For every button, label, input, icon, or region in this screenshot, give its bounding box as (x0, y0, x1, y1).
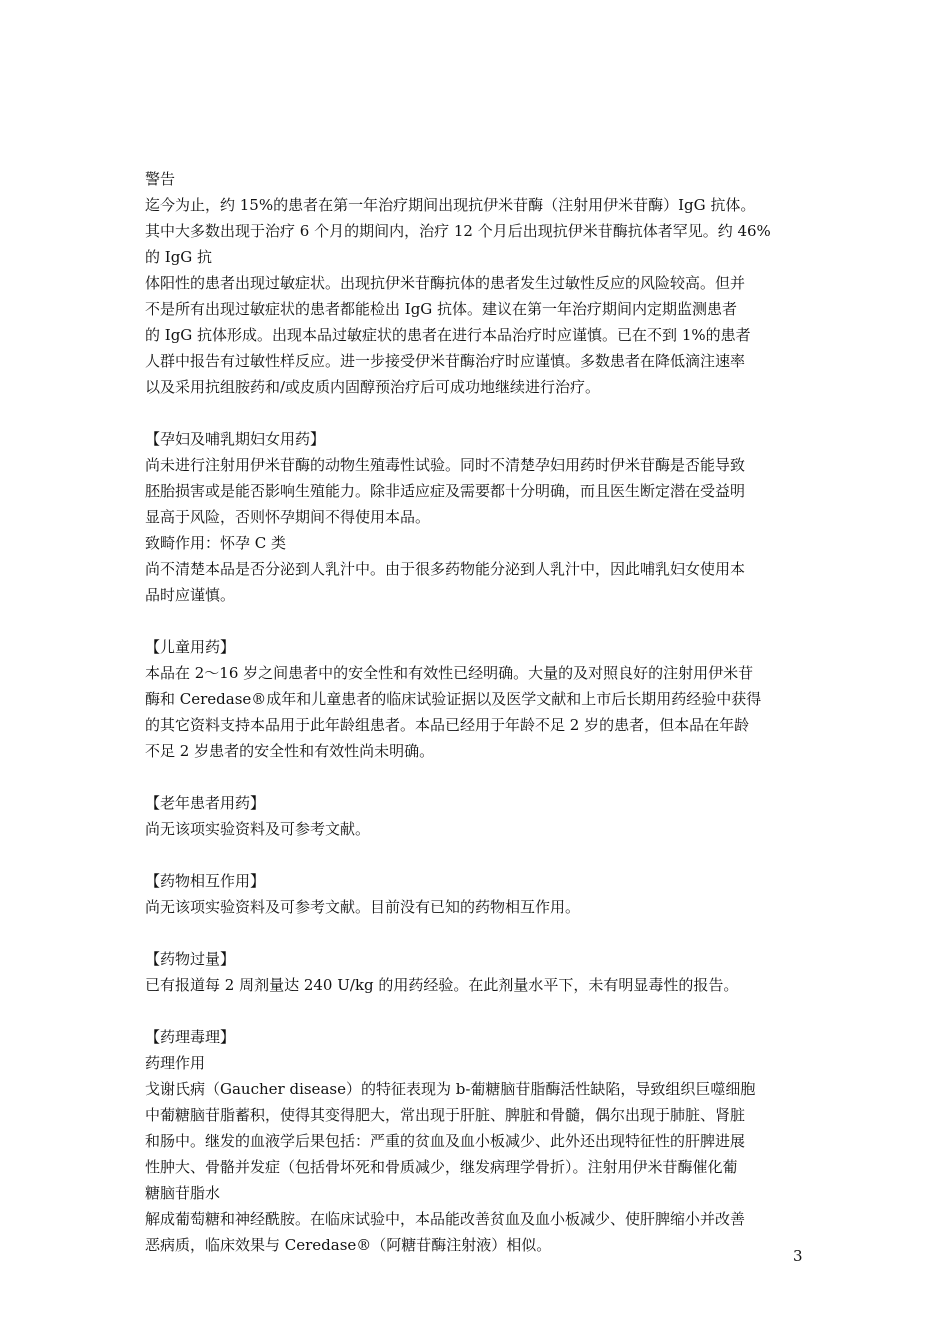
paragraph-spacer (145, 842, 810, 868)
text-line: 品时应谨慎。 (145, 586, 236, 604)
paragraph-spacer (145, 998, 810, 1024)
text-line: 本品在 2～16 岁之间患者中的安全性和有效性已经明确。大量的及对照良好的注射用伊米苷 (145, 664, 754, 682)
text-line: 戈谢氏病（Gaucher disease）的特征表现为 b-葡糖脑苷脂酶活性缺陷，导致组织巨噬细胞 (145, 1080, 756, 1098)
text-line: 尚无该项实验资料及可参考文献。目前没有已知的药物相互作用。 (145, 898, 581, 916)
text-line: 和肠中。继发的血液学后果包括：严重的贫血及血小板减少、此外还出现特征性的肝脾进展 (145, 1132, 746, 1150)
section-heading: 【老年患者用药】 (145, 794, 266, 812)
section-heading: 【孕妇及哺乳期妇女用药】 (145, 430, 326, 448)
text-line: 显高于风险，否则怀孕期间不得使用本品。 (145, 508, 431, 526)
text-line: 胚胎损害或是能否影响生殖能力。除非适应症及需要都十分明确，而且医生断定潜在受益明 (145, 482, 746, 500)
text-line: 的 IgG 抗 (145, 248, 213, 266)
section-heading: 【药物过量】 (145, 950, 236, 968)
paragraph-spacer (145, 764, 810, 790)
text-line: 警告 (145, 170, 176, 188)
text-line: 尚未进行注射用伊米苷酶的动物生殖毒性试验。同时不清楚孕妇用药时伊米苷酶是否能导致 (145, 456, 746, 474)
text-line: 解成葡萄糖和神经酰胺。在临床试验中，本品能改善贫血及血小板减少、使肝脾缩小并改善 (145, 1210, 746, 1228)
text-line: 已有报道每 2 周剂量达 240 U/kg 的用药经验。在此剂量水平下，未有明显毒性的报告。 (145, 976, 739, 994)
text-line: 不足 2 岁患者的安全性和有效性尚未明确。 (145, 742, 435, 760)
text-line: 的 IgG 抗体形成。出现本品过敏症状的患者在进行本品治疗时应谨慎。已在不到 1%的患者 (145, 326, 751, 344)
text-line: 致畸作用：怀孕 C 类 (145, 534, 287, 552)
text-line: 酶和 Ceredase®成年和儿童患者的临床试验证据以及医学文献和上市后长期用药经验中获得 (145, 690, 762, 708)
text-line: 的其它资料支持本品用于此年龄组患者。本品已经用于年龄不足 2 岁的患者，但本品在年龄 (145, 716, 750, 734)
paragraph-spacer (145, 920, 810, 946)
text-line: 迄今为止，约 15%的患者在第一年治疗期间出现抗伊米苷酶（注射用伊米苷酶）IgG 抗体。 (145, 196, 756, 214)
text-line: 糖脑苷脂水 (145, 1184, 221, 1202)
document-body (145, 166, 810, 1258)
text-line: 体阳性的患者出现过敏症状。出现抗伊米苷酶抗体的患者发生过敏性反应的风险较高。但并 (145, 274, 746, 292)
text-line: 不是所有出现过敏症状的患者都能检出 IgG 抗体。建议在第一年治疗期间内定期监测患者 (145, 300, 738, 318)
text-line: 以及采用抗组胺药和/或皮质内固醇预治疗后可成功地继续进行治疗。 (145, 378, 601, 396)
paragraph-spacer (145, 400, 810, 426)
section-heading: 【儿童用药】 (145, 638, 236, 656)
text-line: 中葡糖脑苷脂蓄积，使得其变得肥大，常出现于肝脏、脾脏和骨髓，偶尔出现于肺脏、肾脏 (145, 1106, 746, 1124)
section-heading: 【药理毒理】 (145, 1028, 236, 1046)
text-line: 人群中报告有过敏性样反应。进一步接受伊米苷酶治疗时应谨慎。多数患者在降低滴注速率 (145, 352, 746, 370)
text-line: 其中大多数出现于治疗 6 个月的期间内，治疗 12 个月后出现抗伊米苷酶抗体者罕见。约 46% (145, 222, 771, 240)
paragraph-spacer (145, 608, 810, 634)
section-heading: 【药物相互作用】 (145, 872, 266, 890)
text-line: 药理作用 (145, 1054, 206, 1072)
text-line: 尚不清楚本品是否分泌到人乳汁中。由于很多药物能分泌到人乳汁中，因此哺乳妇女使用本 (145, 560, 746, 578)
text-line: 尚无该项实验资料及可参考文献。 (145, 820, 371, 838)
text-line: 恶病质，临床效果与 Ceredase®（阿糖苷酶注射液）相似。 (145, 1236, 552, 1254)
page-number: 3 (793, 1247, 803, 1265)
text-line: 性肿大、骨骼并发症（包括骨坏死和骨质减少，继发病理学骨折）。注射用伊米苷酶催化葡 (145, 1158, 738, 1176)
